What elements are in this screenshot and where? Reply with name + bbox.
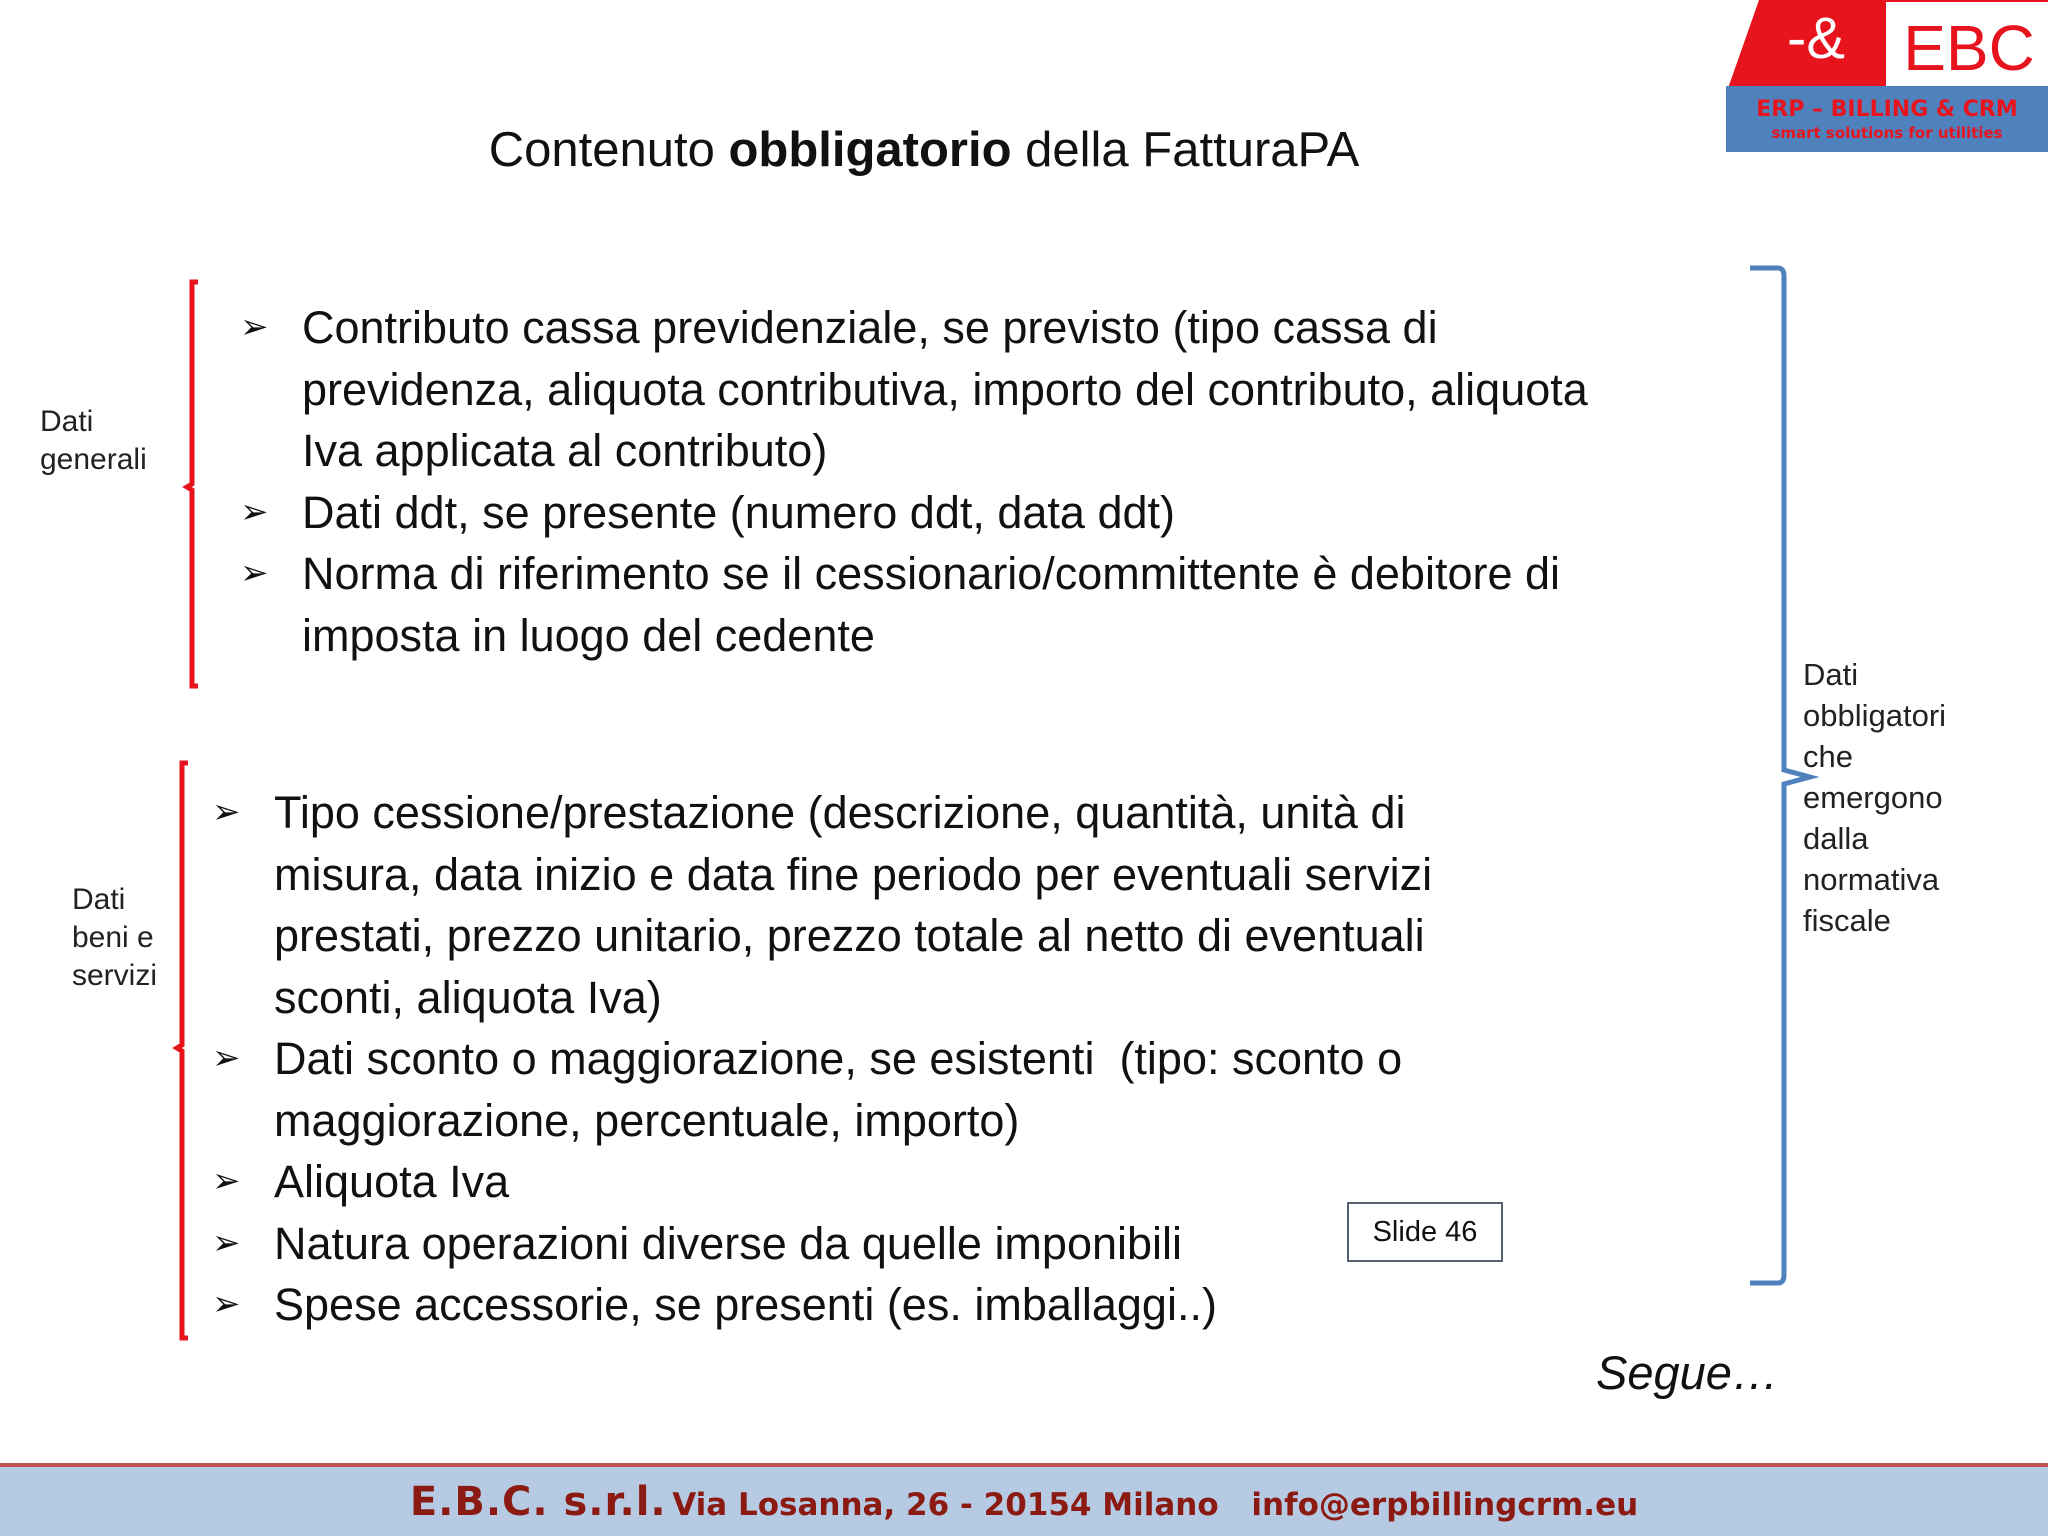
label-line: servizi — [72, 959, 158, 992]
logo-subtagline: smart solutions for utilities — [1771, 124, 2003, 142]
bracket-dati-obbligatori — [1750, 268, 1810, 1283]
item-line: imposta in luogo del cedente — [302, 609, 875, 661]
label-line: Dati — [72, 883, 126, 916]
label-dati-generali — [40, 403, 147, 479]
arrow-bullet-icon: ➢ — [240, 553, 269, 593]
footer-address: Via Losanna, 26 - 20154 Milano — [672, 1487, 1219, 1523]
label-line: beni e — [72, 921, 154, 954]
list-item — [212, 1274, 1432, 1336]
slide-reference-box: Slide 46 — [1347, 1202, 1503, 1262]
item-line: Norma di riferimento se il cessionario/committente è debitore di — [302, 548, 1561, 599]
footer-company: E.B.C. s.r.l. — [409, 1479, 667, 1525]
list-item — [212, 1028, 1432, 1151]
list-dati-beni-servizi — [212, 782, 1433, 1336]
list-item — [212, 1213, 1432, 1275]
label-line: obbligatori — [1803, 698, 1947, 733]
item-line: previdenza, aliquota contributiva, importo del contributo, aliquota — [302, 363, 1588, 415]
footer-bar — [0, 1463, 2048, 1536]
bracket-dati-generali — [187, 282, 198, 686]
list-item — [240, 297, 1588, 482]
item-line: Dati ddt, se presente (numero ddt, data ddt) — [302, 486, 1175, 538]
label-line: normativa — [1803, 862, 1940, 897]
label-line: dalla — [1803, 821, 1869, 856]
item-line: Natura operazioni diverse da quelle imponibili — [274, 1217, 1183, 1269]
logo-symbol: -& — [1787, 6, 1845, 71]
bracket-dati-beni — [177, 763, 188, 1338]
item-line: Dati sconto o maggiorazione, se esistenti (tipo: sconto o — [274, 1033, 1403, 1084]
label-line: Dati — [40, 405, 94, 438]
label-line: Dati — [1803, 657, 1859, 692]
list-item — [212, 1151, 1432, 1213]
logo-tagline: ERP – BILLING & CRM — [1756, 97, 2018, 122]
item-line: sconti, aliquota Iva) — [274, 971, 662, 1023]
arrow-bullet-icon: ➢ — [240, 491, 269, 532]
item-line: maggiorazione, percentuale, importo) — [274, 1094, 1020, 1146]
label-dati-beni-servizi — [72, 881, 157, 995]
arrow-bullet-icon: ➢ — [212, 1038, 241, 1078]
item-line: Contributo cassa previdenziale, se previsto (tipo cassa di — [302, 302, 1438, 353]
list-item — [240, 543, 1588, 666]
label-line: generali — [40, 443, 147, 476]
list-item — [240, 482, 1588, 544]
item-line: Iva applicata al contributo) — [302, 425, 828, 476]
footer-email: info@erpbillingcrm.eu — [1251, 1487, 1639, 1523]
list-item — [212, 782, 1433, 1028]
title-post: della FatturaPA — [1011, 123, 1360, 177]
item-line: Tipo cessione/prestazione (descrizione, quantità, unità di — [274, 787, 1406, 838]
item-line: Aliquota Iva — [274, 1156, 510, 1207]
item-line: misura, data inizio e data fine periodo per eventuali servizi — [274, 848, 1433, 900]
segue-text: Segue… — [1596, 1346, 1779, 1399]
label-dati-obbligatori — [1803, 654, 1946, 941]
list-dati-generali — [240, 297, 1588, 666]
label-line: emergono — [1803, 780, 1943, 815]
arrow-bullet-icon: ➢ — [212, 1161, 241, 1201]
arrow-bullet-icon: ➢ — [212, 792, 241, 832]
item-line: Spese accessorie, se presenti (es. imballaggi..) — [274, 1279, 1217, 1330]
logo-brand: EBC — [1903, 12, 2035, 84]
arrow-bullet-icon: ➢ — [212, 1222, 241, 1263]
label-line: fiscale — [1803, 903, 1891, 938]
title-bold: obbligatorio — [728, 123, 1012, 177]
title-pre: Contenuto — [488, 123, 729, 177]
arrow-bullet-icon: ➢ — [240, 307, 269, 347]
item-line: prestati, prezzo unitario, prezzo totale al netto di eventuali — [274, 910, 1425, 961]
arrow-bullet-icon: ➢ — [212, 1284, 241, 1324]
label-line: che — [1803, 739, 1853, 774]
